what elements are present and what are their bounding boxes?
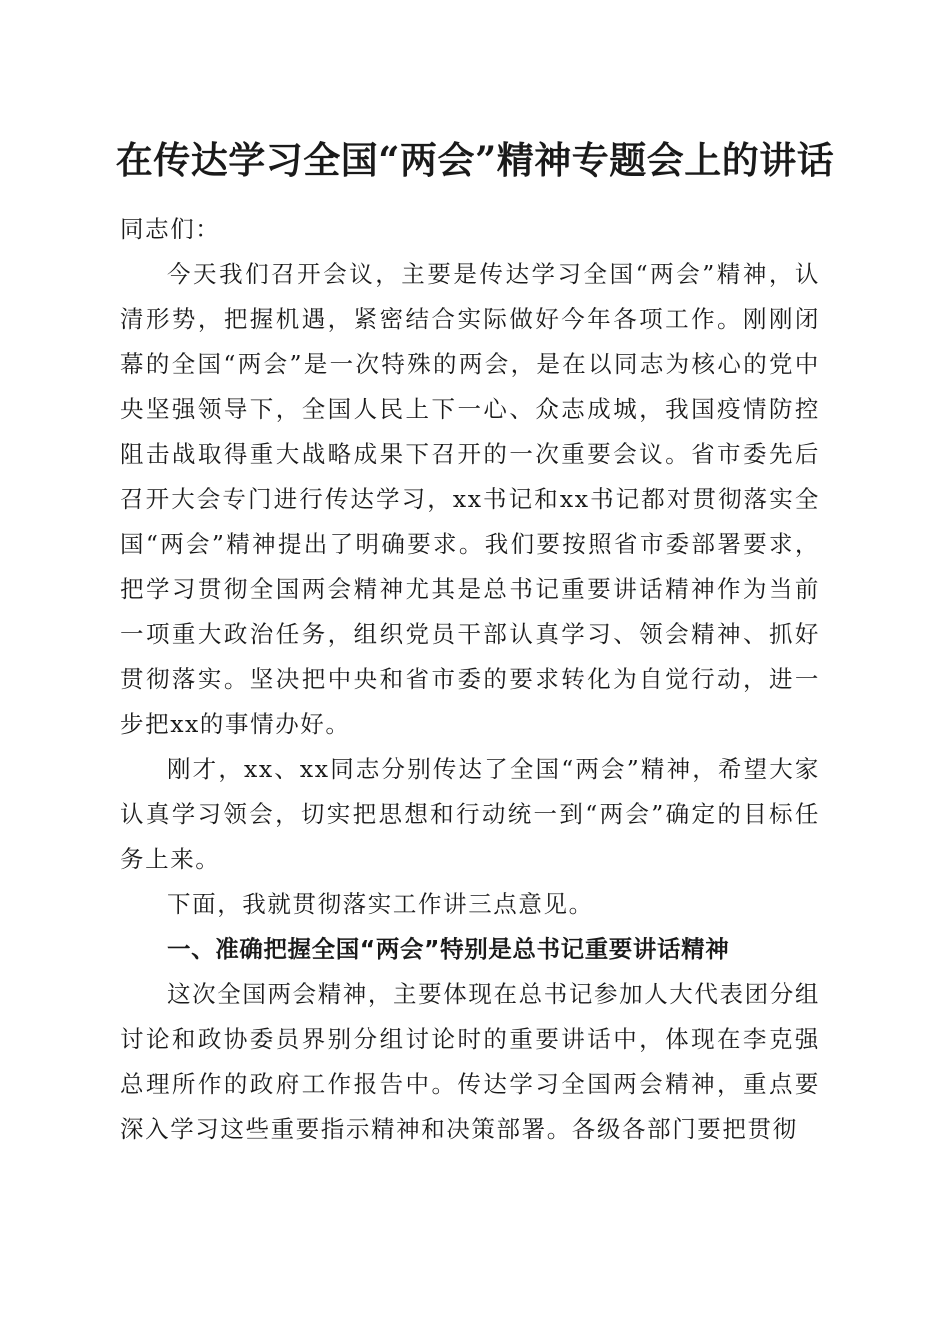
paragraph-relay: 刚才，xx、xx同志分别传达了全国“两会”精神，希望大家认真学习领会，切实把思想和行动统一到“两会”确定的目标任务上来。 [120,755,820,873]
paragraph-outline: 下面，我就贯彻落实工作讲三点意见。 [167,890,594,918]
salutation: 同志们： [120,215,221,243]
document-body [120,207,820,1152]
section-paragraph: 这次全国两会精神，主要体现在总书记参加人大代表团分组讨论和政协委员界别分组讨论时的重要讲话中，体现在李克强总理所作的政府工作报告中。传达学习全国两会精神，重点要深入学习这些重要指示精神和决策部署。各级各部门要把贯彻 [120,980,820,1143]
section-heading: 一、准确把握全国“两会”特别是总书记重要讲话精神 [167,935,730,963]
document-title: 在传达学习全国“两会”精神专题会上的讲话 [115,138,835,182]
paragraph-intro: 今天我们召开会议，主要是传达学习全国“两会”精神，认清形势，把握机遇，紧密结合实际做好今年各项工作。刚刚闭幕的全国“两会”是一次特殊的两会，是在以同志为核心的党中央坚强领导下，全国人民上下一心、众志成城，我国疫情防控阻击战取得重大战略成果下召开的一次重要会议。省市委先后召开大会专门进行传达学习，xx书记和xx书记都对贯彻落实全国“两会”精神提出了明确要求。我们要按照省市委部署要求，把学习贯彻全国两会精神尤其是总书记重要讲话精神作为当前一项重大政治任务，组织党员干部认真学习、领会精神、抓好贯彻落实。坚决把中央和省市委的要求转化为自觉行动，进一步把xx的事情办好。 [120,260,820,738]
